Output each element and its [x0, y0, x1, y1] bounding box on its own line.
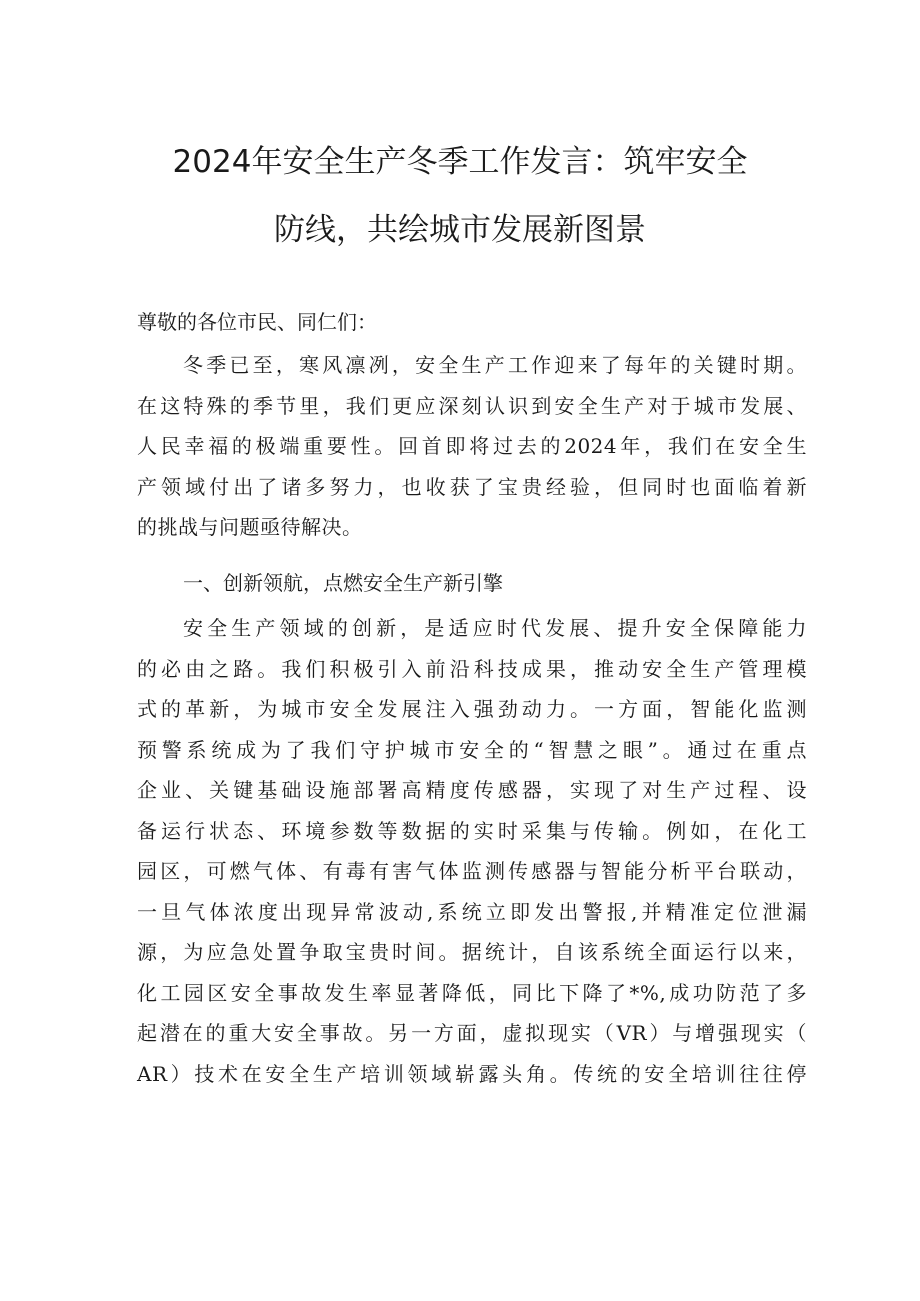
- section-heading: 一、创新领航，点燃安全生产新引擎: [183, 571, 503, 595]
- paragraph-line: 的必由之路。我们积极引入前沿科技成果，推动安全生产管理模: [137, 656, 807, 681]
- paragraph-line: 备运行状态、环境参数等数据的实时采集与传输。例如，在化工: [137, 818, 807, 843]
- paragraph-line: 园区，可燃气体、有毒有害气体监测传感器与智能分析平台联动，: [137, 859, 807, 883]
- paragraph-line: 安全生产领域的创新，是适应时代发展、提升安全保障能力: [183, 616, 807, 640]
- paragraph-line: AR）技术在安全生产培训领域崭露头角。传统的安全培训往往停: [137, 1061, 807, 1086]
- salutation: 尊敬的各位市民、同仁们：: [137, 310, 377, 334]
- paragraph-line: 人民幸福的极端重要性。回首即将过去的2024年，我们在安全生: [137, 434, 807, 458]
- intro-paragraph: [137, 345, 807, 548]
- paragraph-line: 起潜在的重大安全事故。另一方面，虚拟现实（VR）与增强现实（: [137, 1021, 807, 1045]
- paragraph-line: 企业、关键基础设施部署高精度传感器，实现了对生产过程、设: [137, 778, 807, 802]
- paragraph-line: 一旦气体浓度出现异常波动,系统立即发出警报,并精准定位泄漏: [137, 899, 807, 924]
- paragraph-line: 冬季已至，寒风凛冽，安全生产工作迎来了每年的关键时期。: [183, 353, 807, 377]
- paragraph-line: 式的革新，为城市安全发展注入强劲动力。一方面，智能化监测: [137, 697, 807, 721]
- paragraph-line: 在这特殊的季节里，我们更应深刻认识到安全生产对于城市发展、: [137, 393, 807, 418]
- paragraph-line: 源，为应急处置争取宝贵时间。据统计，自该系统全面运行以来，: [137, 940, 807, 964]
- document-title-line-1: 2024年安全生产冬季工作发言：筑牢安全: [172, 144, 748, 180]
- document-title-line-2: 防线，共绘城市发展新图景: [274, 212, 646, 248]
- paragraph-line: 产领域付出了诸多努力，也收获了宝贵经验，但同时也面临着新: [137, 474, 807, 499]
- paragraph-line: 的挑战与问题亟待解决。: [137, 515, 363, 539]
- section-1-paragraph: [137, 608, 807, 1094]
- paragraph-line: 预警系统成为了我们守护城市安全的“智慧之眼”。通过在重点: [137, 737, 807, 762]
- paragraph-line: 化工园区安全事故发生率显著降低，同比下降了*%,成功防范了多: [137, 980, 807, 1005]
